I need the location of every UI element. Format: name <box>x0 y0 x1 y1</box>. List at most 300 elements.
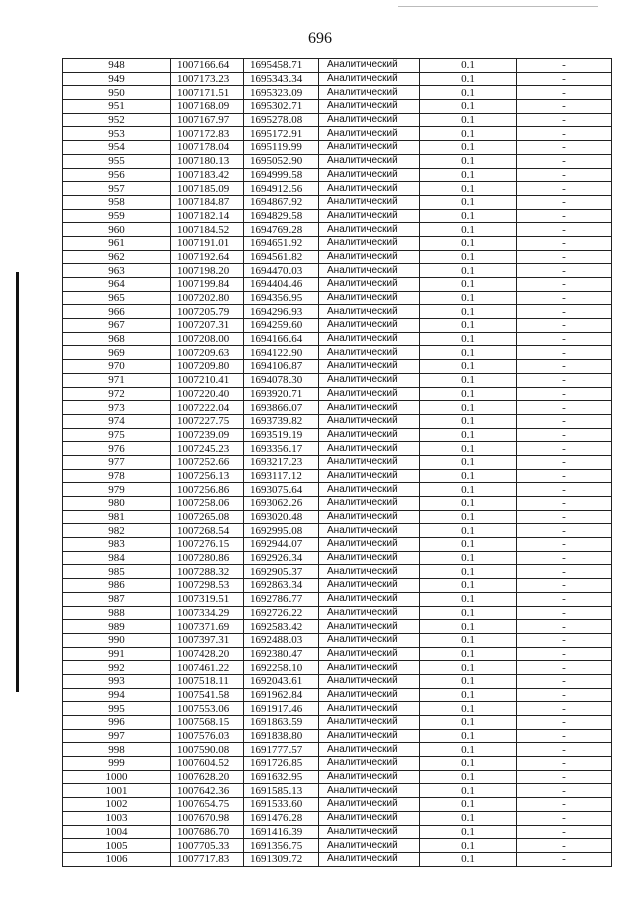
note-cell: - <box>517 661 612 675</box>
point-number-cell: 959 <box>63 209 171 223</box>
table-row <box>63 319 612 333</box>
y-coordinate-cell: 1692380.47 <box>244 647 319 661</box>
table-row <box>63 551 612 565</box>
method-cell: Аналитический <box>319 510 420 524</box>
table-row <box>63 661 612 675</box>
table-row <box>63 305 612 319</box>
table-row <box>63 209 612 223</box>
table-row <box>63 59 612 73</box>
table-row <box>63 565 612 579</box>
table-row <box>63 72 612 86</box>
table-row <box>63 674 612 688</box>
x-coordinate-cell: 1007705.33 <box>171 839 244 853</box>
y-coordinate-cell: 1692926.34 <box>244 551 319 565</box>
y-coordinate-cell: 1694999.58 <box>244 168 319 182</box>
table-row <box>63 811 612 825</box>
x-coordinate-cell: 1007210.41 <box>171 373 244 387</box>
table-row <box>63 195 612 209</box>
method-cell: Аналитический <box>319 579 420 593</box>
x-coordinate-cell: 1007568.15 <box>171 716 244 730</box>
x-coordinate-cell: 1007168.09 <box>171 100 244 114</box>
method-cell: Аналитический <box>319 59 420 73</box>
point-number-cell: 974 <box>63 414 171 428</box>
method-cell: Аналитический <box>319 72 420 86</box>
y-coordinate-cell: 1692726.22 <box>244 606 319 620</box>
note-cell: - <box>517 236 612 250</box>
point-number-cell: 981 <box>63 510 171 524</box>
point-number-cell: 1005 <box>63 839 171 853</box>
note-cell: - <box>517 811 612 825</box>
table-row <box>63 784 612 798</box>
accuracy-cell: 0.1 <box>420 784 517 798</box>
x-coordinate-cell: 1007222.04 <box>171 401 244 415</box>
point-number-cell: 986 <box>63 579 171 593</box>
accuracy-cell: 0.1 <box>420 770 517 784</box>
table-row <box>63 798 612 812</box>
accuracy-cell: 0.1 <box>420 551 517 565</box>
method-cell: Аналитический <box>319 250 420 264</box>
x-coordinate-cell: 1007288.32 <box>171 565 244 579</box>
coordinates-table-body <box>63 59 612 867</box>
method-cell: Аналитический <box>319 346 420 360</box>
accuracy-cell: 0.1 <box>420 811 517 825</box>
x-coordinate-cell: 1007334.29 <box>171 606 244 620</box>
method-cell: Аналитический <box>319 236 420 250</box>
note-cell: - <box>517 346 612 360</box>
note-cell: - <box>517 250 612 264</box>
method-cell: Аналитический <box>319 551 420 565</box>
table-row <box>63 141 612 155</box>
accuracy-cell: 0.1 <box>420 168 517 182</box>
y-coordinate-cell: 1692488.03 <box>244 633 319 647</box>
accuracy-cell: 0.1 <box>420 86 517 100</box>
point-number-cell: 976 <box>63 442 171 456</box>
method-cell: Аналитический <box>319 332 420 346</box>
y-coordinate-cell: 1692786.77 <box>244 592 319 606</box>
method-cell: Аналитический <box>319 852 420 866</box>
x-coordinate-cell: 1007642.36 <box>171 784 244 798</box>
y-coordinate-cell: 1691726.85 <box>244 757 319 771</box>
note-cell: - <box>517 565 612 579</box>
y-coordinate-cell: 1694106.87 <box>244 360 319 374</box>
accuracy-cell: 0.1 <box>420 278 517 292</box>
table-row <box>63 757 612 771</box>
method-cell: Аналитический <box>319 442 420 456</box>
table-row <box>63 469 612 483</box>
point-number-cell: 963 <box>63 264 171 278</box>
note-cell: - <box>517 72 612 86</box>
accuracy-cell: 0.1 <box>420 716 517 730</box>
x-coordinate-cell: 1007258.06 <box>171 497 244 511</box>
accuracy-cell: 0.1 <box>420 647 517 661</box>
x-coordinate-cell: 1007167.97 <box>171 113 244 127</box>
table-row <box>63 647 612 661</box>
y-coordinate-cell: 1694912.56 <box>244 182 319 196</box>
note-cell: - <box>517 729 612 743</box>
table-row <box>63 264 612 278</box>
y-coordinate-cell: 1691962.84 <box>244 688 319 702</box>
x-coordinate-cell: 1007207.31 <box>171 319 244 333</box>
y-coordinate-cell: 1693356.17 <box>244 442 319 456</box>
accuracy-cell: 0.1 <box>420 319 517 333</box>
y-coordinate-cell: 1695278.08 <box>244 113 319 127</box>
y-coordinate-cell: 1691632.95 <box>244 770 319 784</box>
accuracy-cell: 0.1 <box>420 538 517 552</box>
table-row <box>63 455 612 469</box>
y-coordinate-cell: 1692905.37 <box>244 565 319 579</box>
point-number-cell: 972 <box>63 387 171 401</box>
method-cell: Аналитический <box>319 469 420 483</box>
y-coordinate-cell: 1692583.42 <box>244 620 319 634</box>
accuracy-cell: 0.1 <box>420 620 517 634</box>
table-row <box>63 442 612 456</box>
accuracy-cell: 0.1 <box>420 798 517 812</box>
method-cell: Аналитический <box>319 278 420 292</box>
x-coordinate-cell: 1007166.64 <box>171 59 244 73</box>
y-coordinate-cell: 1691838.80 <box>244 729 319 743</box>
method-cell: Аналитический <box>319 620 420 634</box>
accuracy-cell: 0.1 <box>420 661 517 675</box>
x-coordinate-cell: 1007371.69 <box>171 620 244 634</box>
note-cell: - <box>517 223 612 237</box>
table-row <box>63 332 612 346</box>
point-number-cell: 951 <box>63 100 171 114</box>
x-coordinate-cell: 1007686.70 <box>171 825 244 839</box>
x-coordinate-cell: 1007205.79 <box>171 305 244 319</box>
note-cell: - <box>517 716 612 730</box>
table-row <box>63 716 612 730</box>
point-number-cell: 966 <box>63 305 171 319</box>
x-coordinate-cell: 1007252.66 <box>171 455 244 469</box>
accuracy-cell: 0.1 <box>420 702 517 716</box>
table-row <box>63 346 612 360</box>
table-row <box>63 538 612 552</box>
x-coordinate-cell: 1007191.01 <box>171 236 244 250</box>
accuracy-cell: 0.1 <box>420 100 517 114</box>
method-cell: Аналитический <box>319 811 420 825</box>
y-coordinate-cell: 1694404.46 <box>244 278 319 292</box>
table-row <box>63 825 612 839</box>
margin-bar <box>16 272 19 692</box>
note-cell: - <box>517 154 612 168</box>
point-number-cell: 1006 <box>63 852 171 866</box>
method-cell: Аналитический <box>319 633 420 647</box>
x-coordinate-cell: 1007670.98 <box>171 811 244 825</box>
point-number-cell: 1004 <box>63 825 171 839</box>
x-coordinate-cell: 1007654.75 <box>171 798 244 812</box>
note-cell: - <box>517 852 612 866</box>
y-coordinate-cell: 1694867.92 <box>244 195 319 209</box>
note-cell: - <box>517 305 612 319</box>
x-coordinate-cell: 1007185.09 <box>171 182 244 196</box>
table-row <box>63 592 612 606</box>
note-cell: - <box>517 633 612 647</box>
method-cell: Аналитический <box>319 195 420 209</box>
point-number-cell: 968 <box>63 332 171 346</box>
note-cell: - <box>517 182 612 196</box>
accuracy-cell: 0.1 <box>420 524 517 538</box>
x-coordinate-cell: 1007245.23 <box>171 442 244 456</box>
note-cell: - <box>517 428 612 442</box>
y-coordinate-cell: 1694769.28 <box>244 223 319 237</box>
y-coordinate-cell: 1695458.71 <box>244 59 319 73</box>
x-coordinate-cell: 1007256.13 <box>171 469 244 483</box>
point-number-cell: 970 <box>63 360 171 374</box>
method-cell: Аналитический <box>319 209 420 223</box>
method-cell: Аналитический <box>319 497 420 511</box>
point-number-cell: 978 <box>63 469 171 483</box>
note-cell: - <box>517 401 612 415</box>
method-cell: Аналитический <box>319 524 420 538</box>
method-cell: Аналитический <box>319 305 420 319</box>
y-coordinate-cell: 1695172.91 <box>244 127 319 141</box>
x-coordinate-cell: 1007319.51 <box>171 592 244 606</box>
accuracy-cell: 0.1 <box>420 387 517 401</box>
table-row <box>63 620 612 634</box>
note-cell: - <box>517 264 612 278</box>
x-coordinate-cell: 1007172.83 <box>171 127 244 141</box>
method-cell: Аналитический <box>319 100 420 114</box>
accuracy-cell: 0.1 <box>420 510 517 524</box>
point-number-cell: 953 <box>63 127 171 141</box>
method-cell: Аналитический <box>319 154 420 168</box>
x-coordinate-cell: 1007590.08 <box>171 743 244 757</box>
y-coordinate-cell: 1692863.34 <box>244 579 319 593</box>
y-coordinate-cell: 1694122.90 <box>244 346 319 360</box>
accuracy-cell: 0.1 <box>420 346 517 360</box>
x-coordinate-cell: 1007298.53 <box>171 579 244 593</box>
accuracy-cell: 0.1 <box>420 455 517 469</box>
y-coordinate-cell: 1694561.82 <box>244 250 319 264</box>
y-coordinate-cell: 1693519.19 <box>244 428 319 442</box>
method-cell: Аналитический <box>319 716 420 730</box>
point-number-cell: 964 <box>63 278 171 292</box>
note-cell: - <box>517 702 612 716</box>
accuracy-cell: 0.1 <box>420 59 517 73</box>
method-cell: Аналитический <box>319 702 420 716</box>
note-cell: - <box>517 414 612 428</box>
x-coordinate-cell: 1007604.52 <box>171 757 244 771</box>
x-coordinate-cell: 1007198.20 <box>171 264 244 278</box>
method-cell: Аналитический <box>319 141 420 155</box>
method-cell: Аналитический <box>319 387 420 401</box>
point-number-cell: 1001 <box>63 784 171 798</box>
point-number-cell: 969 <box>63 346 171 360</box>
x-coordinate-cell: 1007184.52 <box>171 223 244 237</box>
y-coordinate-cell: 1694078.30 <box>244 373 319 387</box>
note-cell: - <box>517 168 612 182</box>
method-cell: Аналитический <box>319 743 420 757</box>
accuracy-cell: 0.1 <box>420 182 517 196</box>
note-cell: - <box>517 825 612 839</box>
x-coordinate-cell: 1007171.51 <box>171 86 244 100</box>
y-coordinate-cell: 1691309.72 <box>244 852 319 866</box>
point-number-cell: 1003 <box>63 811 171 825</box>
accuracy-cell: 0.1 <box>420 688 517 702</box>
y-coordinate-cell: 1691356.75 <box>244 839 319 853</box>
point-number-cell: 979 <box>63 483 171 497</box>
method-cell: Аналитический <box>319 839 420 853</box>
note-cell: - <box>517 442 612 456</box>
point-number-cell: 957 <box>63 182 171 196</box>
y-coordinate-cell: 1693739.82 <box>244 414 319 428</box>
accuracy-cell: 0.1 <box>420 497 517 511</box>
y-coordinate-cell: 1693020.48 <box>244 510 319 524</box>
accuracy-cell: 0.1 <box>420 72 517 86</box>
point-number-cell: 998 <box>63 743 171 757</box>
accuracy-cell: 0.1 <box>420 291 517 305</box>
table-row <box>63 154 612 168</box>
method-cell: Аналитический <box>319 291 420 305</box>
point-number-cell: 965 <box>63 291 171 305</box>
note-cell: - <box>517 620 612 634</box>
note-cell: - <box>517 319 612 333</box>
table-row <box>63 360 612 374</box>
note-cell: - <box>517 360 612 374</box>
y-coordinate-cell: 1693062.26 <box>244 497 319 511</box>
y-coordinate-cell: 1694470.03 <box>244 264 319 278</box>
table-row <box>63 579 612 593</box>
table-row <box>63 373 612 387</box>
note-cell: - <box>517 332 612 346</box>
table-row <box>63 483 612 497</box>
note-cell: - <box>517 674 612 688</box>
x-coordinate-cell: 1007553.06 <box>171 702 244 716</box>
accuracy-cell: 0.1 <box>420 141 517 155</box>
x-coordinate-cell: 1007428.20 <box>171 647 244 661</box>
note-cell: - <box>517 113 612 127</box>
accuracy-cell: 0.1 <box>420 825 517 839</box>
x-coordinate-cell: 1007268.54 <box>171 524 244 538</box>
table-row <box>63 688 612 702</box>
point-number-cell: 991 <box>63 647 171 661</box>
accuracy-cell: 0.1 <box>420 209 517 223</box>
note-cell: - <box>517 209 612 223</box>
table-row <box>63 606 612 620</box>
table-row <box>63 182 612 196</box>
table-row <box>63 278 612 292</box>
point-number-cell: 961 <box>63 236 171 250</box>
table-row <box>63 510 612 524</box>
table-row <box>63 236 612 250</box>
x-coordinate-cell: 1007209.80 <box>171 360 244 374</box>
y-coordinate-cell: 1691917.46 <box>244 702 319 716</box>
x-coordinate-cell: 1007628.20 <box>171 770 244 784</box>
note-cell: - <box>517 538 612 552</box>
x-coordinate-cell: 1007182.14 <box>171 209 244 223</box>
accuracy-cell: 0.1 <box>420 373 517 387</box>
x-coordinate-cell: 1007576.03 <box>171 729 244 743</box>
note-cell: - <box>517 497 612 511</box>
y-coordinate-cell: 1694296.93 <box>244 305 319 319</box>
y-coordinate-cell: 1692258.10 <box>244 661 319 675</box>
accuracy-cell: 0.1 <box>420 195 517 209</box>
accuracy-cell: 0.1 <box>420 674 517 688</box>
method-cell: Аналитический <box>319 825 420 839</box>
table-row <box>63 839 612 853</box>
accuracy-cell: 0.1 <box>420 743 517 757</box>
point-number-cell: 960 <box>63 223 171 237</box>
y-coordinate-cell: 1692944.07 <box>244 538 319 552</box>
x-coordinate-cell: 1007173.23 <box>171 72 244 86</box>
accuracy-cell: 0.1 <box>420 332 517 346</box>
method-cell: Аналитический <box>319 565 420 579</box>
accuracy-cell: 0.1 <box>420 236 517 250</box>
accuracy-cell: 0.1 <box>420 839 517 853</box>
point-number-cell: 949 <box>63 72 171 86</box>
x-coordinate-cell: 1007227.75 <box>171 414 244 428</box>
method-cell: Аналитический <box>319 373 420 387</box>
accuracy-cell: 0.1 <box>420 565 517 579</box>
point-number-cell: 988 <box>63 606 171 620</box>
accuracy-cell: 0.1 <box>420 729 517 743</box>
note-cell: - <box>517 127 612 141</box>
point-number-cell: 995 <box>63 702 171 716</box>
y-coordinate-cell: 1691476.28 <box>244 811 319 825</box>
x-coordinate-cell: 1007184.87 <box>171 195 244 209</box>
y-coordinate-cell: 1693117.12 <box>244 469 319 483</box>
y-coordinate-cell: 1693217.23 <box>244 455 319 469</box>
x-coordinate-cell: 1007192.64 <box>171 250 244 264</box>
y-coordinate-cell: 1694166.64 <box>244 332 319 346</box>
note-cell: - <box>517 592 612 606</box>
table-row <box>63 291 612 305</box>
x-coordinate-cell: 1007208.00 <box>171 332 244 346</box>
note-cell: - <box>517 770 612 784</box>
point-number-cell: 952 <box>63 113 171 127</box>
accuracy-cell: 0.1 <box>420 223 517 237</box>
y-coordinate-cell: 1693920.71 <box>244 387 319 401</box>
accuracy-cell: 0.1 <box>420 852 517 866</box>
note-cell: - <box>517 579 612 593</box>
table-row <box>63 852 612 866</box>
point-number-cell: 962 <box>63 250 171 264</box>
note-cell: - <box>517 510 612 524</box>
point-number-cell: 994 <box>63 688 171 702</box>
table-row <box>63 387 612 401</box>
point-number-cell: 954 <box>63 141 171 155</box>
x-coordinate-cell: 1007209.63 <box>171 346 244 360</box>
point-number-cell: 987 <box>63 592 171 606</box>
method-cell: Аналитический <box>319 127 420 141</box>
accuracy-cell: 0.1 <box>420 606 517 620</box>
point-number-cell: 996 <box>63 716 171 730</box>
x-coordinate-cell: 1007199.84 <box>171 278 244 292</box>
method-cell: Аналитический <box>319 223 420 237</box>
note-cell: - <box>517 784 612 798</box>
note-cell: - <box>517 743 612 757</box>
point-number-cell: 948 <box>63 59 171 73</box>
x-coordinate-cell: 1007518.11 <box>171 674 244 688</box>
x-coordinate-cell: 1007202.80 <box>171 291 244 305</box>
y-coordinate-cell: 1694356.95 <box>244 291 319 305</box>
point-number-cell: 983 <box>63 538 171 552</box>
accuracy-cell: 0.1 <box>420 414 517 428</box>
accuracy-cell: 0.1 <box>420 633 517 647</box>
y-coordinate-cell: 1695052.90 <box>244 154 319 168</box>
note-cell: - <box>517 86 612 100</box>
accuracy-cell: 0.1 <box>420 113 517 127</box>
table-row <box>63 743 612 757</box>
point-number-cell: 971 <box>63 373 171 387</box>
point-number-cell: 980 <box>63 497 171 511</box>
method-cell: Аналитический <box>319 455 420 469</box>
point-number-cell: 975 <box>63 428 171 442</box>
table-row <box>63 401 612 415</box>
point-number-cell: 982 <box>63 524 171 538</box>
method-cell: Аналитический <box>319 592 420 606</box>
method-cell: Аналитический <box>319 661 420 675</box>
